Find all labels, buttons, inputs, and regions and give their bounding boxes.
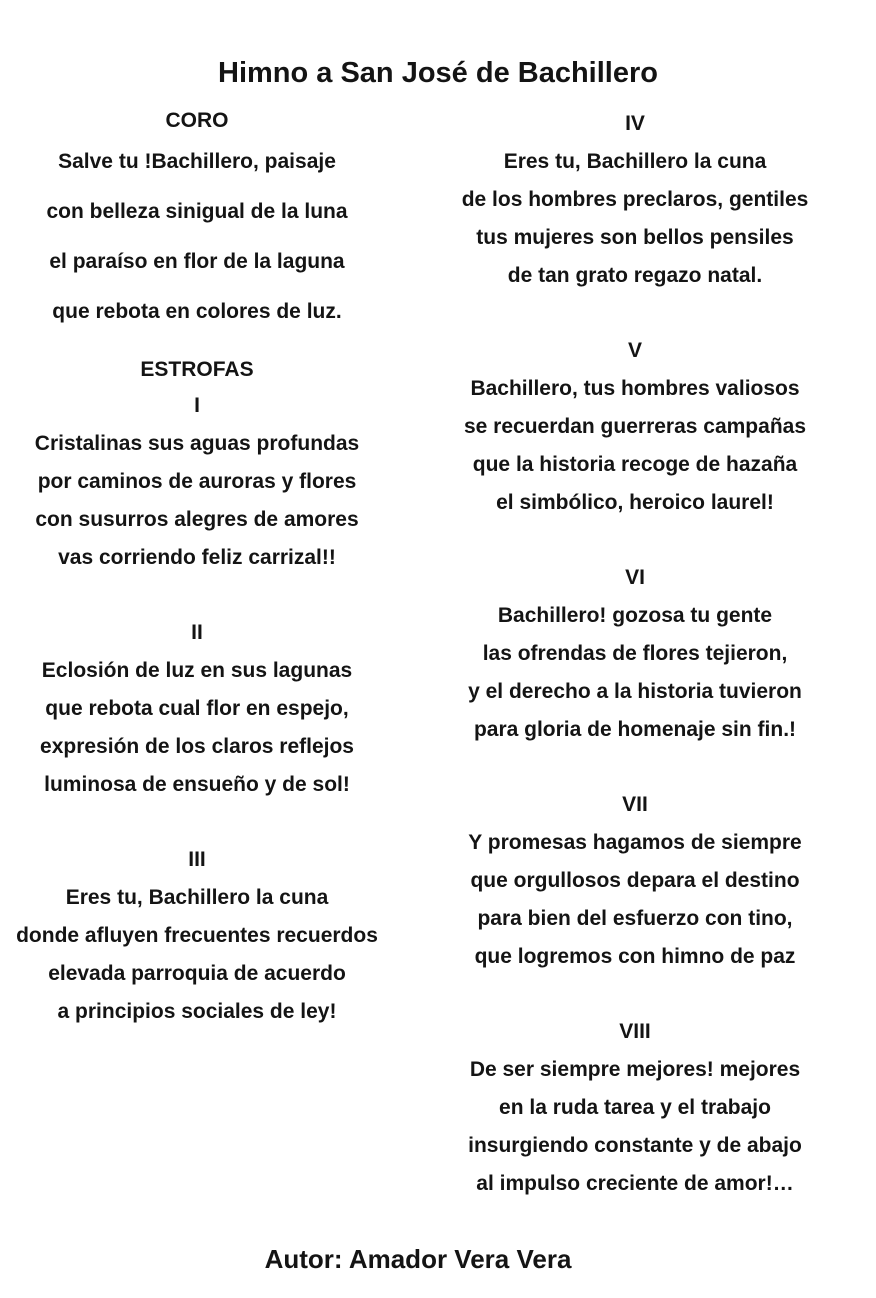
verse-line: y el derecho a la historia tuvieron (468, 680, 802, 703)
coro-section (2, 105, 392, 337)
verse-line: el simbólico, heroico laurel! (496, 491, 774, 514)
verse-line: donde afluyen frecuentes recuerdos (16, 924, 378, 947)
verse-line: Eclosión de luz en sus lagunas (41, 659, 353, 682)
verse-line: Eres tu, Bachillero la cuna (65, 886, 329, 909)
page-title: Himno a San José de Bachillero (218, 57, 658, 90)
stanza-numeral: II (191, 621, 203, 644)
stanza-numeral: IV (625, 112, 645, 135)
stanza-1 (2, 387, 392, 577)
verse-line: se recuerdan guerreras campañas (463, 415, 807, 438)
verse-line: al impulso creciente de amor!… (476, 1172, 794, 1195)
stanza-3 (2, 841, 392, 1031)
stanza-numeral: VI (625, 566, 645, 589)
verse-line: Salve tu !Bachillero, paisaje (58, 150, 336, 173)
verse-line: con susurros alegres de amores (35, 508, 359, 531)
stanza-numeral: VIII (619, 1020, 651, 1043)
verse-line: que logremos con himno de paz (474, 945, 796, 968)
verse-line: que orgullosos depara el destino (470, 869, 800, 892)
verse-line: de los hombres preclaros, gentiles (461, 188, 809, 211)
stanza-8 (440, 1013, 830, 1203)
estrofas-heading: ESTROFAS (140, 358, 254, 381)
stanza-numeral: VII (622, 793, 648, 816)
verse-line: Y promesas hagamos de siempre (468, 831, 802, 854)
verse-line: tus mujeres son bellos pensiles (476, 226, 794, 249)
verse-line: de tan grato regazo natal. (507, 264, 763, 287)
verse-line: que rebota en colores de luz. (52, 300, 342, 323)
verse-line: que la historia recoge de hazaña (472, 453, 798, 476)
verse-line: para gloria de homenaje sin fin.! (473, 718, 797, 741)
verse-line: en la ruda tarea y el trabajo (499, 1096, 771, 1119)
verse-line: insurgiendo constante y de abajo (468, 1134, 802, 1157)
verse-line: expresión de los claros reflejos (40, 735, 354, 758)
stanza-5 (440, 332, 830, 522)
verse-line: vas corriendo feliz carrizal!! (58, 546, 336, 569)
left-column (2, 105, 392, 1203)
stanza-2 (2, 614, 392, 804)
verse-line: con belleza sinigual de la luna (46, 200, 348, 223)
stanza-4 (440, 105, 830, 295)
stanza-numeral: I (194, 394, 200, 417)
verse-line: el paraíso en flor de la laguna (49, 250, 345, 273)
verse-line: que rebota cual flor en espejo, (45, 697, 349, 720)
stanza-numeral: V (627, 339, 642, 362)
verse-line: luminosa de ensueño y de sol! (44, 773, 350, 796)
stanza-6 (440, 559, 830, 749)
verse-line: Bachillero, tus hombres valiosos (470, 377, 800, 400)
verse-line: elevada parroquia de acuerdo (48, 962, 346, 985)
right-column (440, 105, 830, 1203)
verse-line: por caminos de auroras y flores (37, 470, 357, 493)
verse-line: las ofrendas de flores tejieron, (482, 642, 788, 665)
verse-line: Bachillero! gozosa tu gente (497, 604, 773, 627)
two-column-layout (0, 105, 876, 1203)
verse-line: Cristalinas sus aguas profundas (34, 432, 360, 455)
coro-heading: CORO (165, 109, 229, 132)
verse-line: para bien del esfuerzo con tino, (477, 907, 793, 930)
verse-line: a principios sociales de ley! (57, 1000, 337, 1023)
author-line: Autor: Amador Vera Vera (264, 1244, 572, 1274)
verse-line: Eres tu, Bachillero la cuna (503, 150, 767, 173)
stanza-7 (440, 786, 830, 976)
verse-line: De ser siempre mejores! mejores (469, 1058, 801, 1081)
stanza-numeral: III (188, 848, 206, 871)
